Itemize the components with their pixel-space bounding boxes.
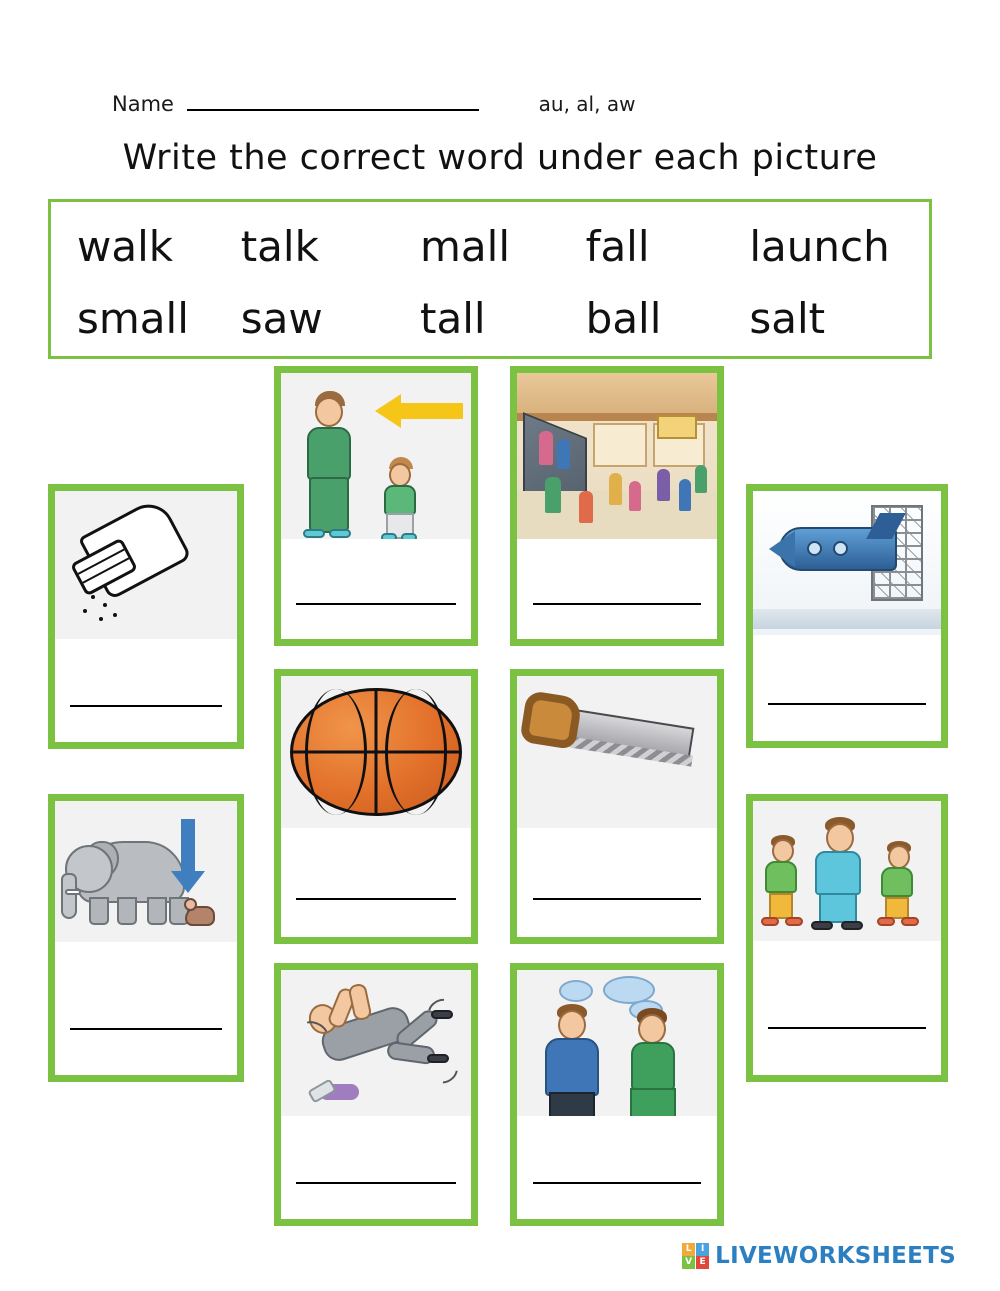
answer-area[interactable] xyxy=(281,539,471,639)
answer-line[interactable] xyxy=(533,1182,701,1184)
answer-line[interactable] xyxy=(768,703,926,705)
shopping-mall-icon xyxy=(517,373,717,539)
name-label-text: Name xyxy=(112,92,174,116)
answer-area[interactable] xyxy=(517,1116,717,1219)
phonics-focus-label: au, al, aw xyxy=(538,92,636,116)
answer-area[interactable] xyxy=(753,635,941,741)
answer-line[interactable] xyxy=(533,898,701,900)
word-bank xyxy=(48,199,932,359)
word-bank-row-2 xyxy=(65,282,915,354)
answer-line[interactable] xyxy=(768,1027,926,1029)
word-bank-word: launch xyxy=(749,221,890,271)
item-card-hand-saw xyxy=(510,669,724,944)
item-card-shopping-mall xyxy=(510,366,724,646)
answer-area[interactable] xyxy=(281,1116,471,1219)
name-label xyxy=(112,92,479,116)
item-card-man-falling xyxy=(274,963,478,1226)
worksheet-header xyxy=(0,92,1000,116)
logo-letter-v: V xyxy=(682,1256,695,1269)
man-falling-icon xyxy=(281,970,471,1116)
logo-wordmark: LIVEWORKSHEETS xyxy=(715,1243,956,1269)
word-bank-word: saw xyxy=(240,293,323,343)
rocket-launch-icon xyxy=(753,491,941,635)
word-bank-row-1 xyxy=(65,210,915,282)
item-card-elephant-and-mouse xyxy=(48,794,244,1082)
elephant-mouse-icon xyxy=(55,801,237,942)
salt-shaker-icon xyxy=(55,491,237,639)
answer-area[interactable] xyxy=(753,941,941,1075)
answer-area[interactable] xyxy=(55,639,237,742)
liveworksheets-logo[interactable] xyxy=(682,1243,956,1269)
logo-letter-e: E xyxy=(696,1256,709,1269)
answer-line[interactable] xyxy=(296,898,456,900)
answer-line[interactable] xyxy=(70,1028,223,1030)
word-bank-word: fall xyxy=(585,221,650,271)
tall-man-small-boy-icon xyxy=(281,373,471,539)
family-walking-icon xyxy=(753,801,941,941)
word-bank-word: mall xyxy=(420,221,510,271)
word-bank-word: talk xyxy=(240,221,319,271)
word-bank-word: tall xyxy=(420,293,486,343)
logo-letter-i: I xyxy=(696,1243,709,1256)
item-card-rocket-launch xyxy=(746,484,948,748)
logo-letter-l: L xyxy=(682,1243,695,1256)
item-card-tall-and-small-people xyxy=(274,366,478,646)
answer-line[interactable] xyxy=(533,603,701,605)
page-title: Write the correct word under each picture xyxy=(122,138,878,178)
item-card-basketball xyxy=(274,669,478,944)
word-bank-word: small xyxy=(77,293,189,343)
hand-saw-icon xyxy=(517,676,717,828)
word-bank-word: ball xyxy=(585,293,662,343)
answer-line[interactable] xyxy=(296,1182,456,1184)
answer-area[interactable] xyxy=(517,828,717,937)
word-bank-word: walk xyxy=(77,221,174,271)
logo-letter-blocks xyxy=(682,1243,710,1269)
word-bank-word: salt xyxy=(749,293,826,343)
answer-area[interactable] xyxy=(281,828,471,937)
answer-area[interactable] xyxy=(517,539,717,639)
name-input-line[interactable] xyxy=(187,94,479,111)
people-talking-icon xyxy=(517,970,717,1116)
item-card-children-walking xyxy=(746,794,948,1082)
basketball-icon xyxy=(281,676,471,828)
answer-line[interactable] xyxy=(296,603,456,605)
answer-area[interactable] xyxy=(55,942,237,1075)
item-card-people-talking xyxy=(510,963,724,1226)
answer-line[interactable] xyxy=(70,705,223,707)
item-card-salt-shaker xyxy=(48,484,244,749)
